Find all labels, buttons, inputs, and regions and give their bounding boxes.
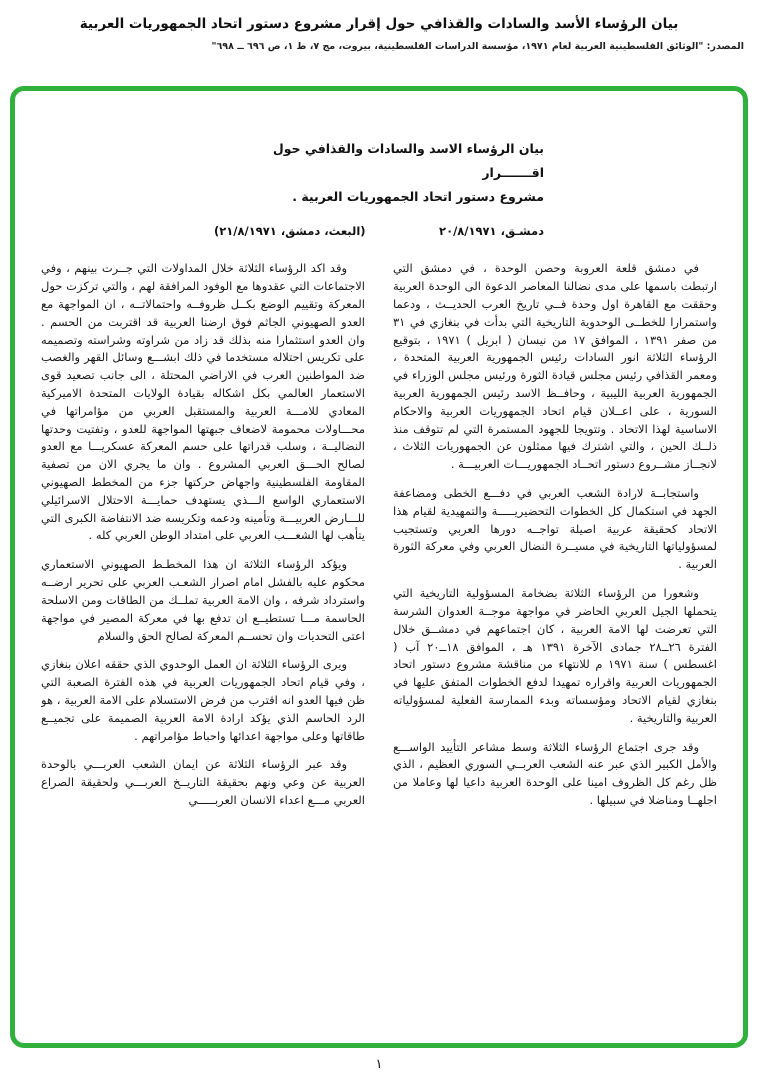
document-title-line2: مشروع دستور اتحاد الجمهوريات العربية .: [292, 188, 544, 204]
text-column-right: [393, 260, 717, 1042]
document-title: [214, 137, 544, 208]
source-citation: المصدر: "الوثائق الفلسطينية العربية لعام ١٩٧١، مؤسسة الدراسات الفلسطينية، بيروت، مج ٧، ط ١، ص ٦٩٦ ــ ٦٩٨": [211, 41, 744, 52]
paragraph: ويؤكد الرؤساء الثلاثة ان هذا المخطـط الصهيوني الاستعماري محكوم عليه بالفشل امام اصرار الشعـب العربي على تحرير ارضــه واسترداد شرفه ، وان الامة العربية تملــك من الطاقات ومن الاسلحة الحاسمة مـــا تستطيــع ان تدفع بها في معركة المصير في مواجهة اعتى التحديات وان تحســم المعركة لصالح الحق والسلام: [41, 557, 365, 643]
document-header-title: بيان الرؤساء الأسد والسادات والقذافي حول إقرار مشروع دستور اتحاد الجمهوريات العربية: [79, 16, 679, 32]
dateline-publication: (البعث، دمشق، ٢١/٨/١٩٧١): [214, 224, 366, 239]
text-column-left: [41, 260, 365, 1042]
paragraph: ويرى الرؤساء الثلاثة ان العمل الوحدوي الذي حققه اعلان بنغازي ، وفي قيام اتحاد الجمهوريات العربية في هذه الفترة الصعبة التي ظن فيها العدو انه اقترب من فرض الاستسلام على الامة العربية ، هو الرد الحاسم الذي يؤكد ارادة الامة العربية الصميمة على تجميــع طاقاتها وعلى مواجهة اعدائها واحباط مؤامراتهم .: [41, 657, 365, 743]
document-frame: [10, 86, 748, 1048]
paragraph: وشعورا من الرؤساء الثلاثة بضخامة المسؤولية التاريخية التي يتحملها الجيل العربي الحاضر في مواجهة موجــة العدوان الشرسة التي تعرضت لها الامة العربية ، كان اجتماعهم في دمشــق خلال الفترة ٢٦ــ٢٨ جمادى الآخرة ١٣٩١ هـ ، الموافق ١٨ــ٢٠ آب ( اغسطس ) سنة ١٩٧١ م للانتهاء من مناقشة مشروع دستور اتحاد الجمهوريات العربية واقراره تمهيدا لدفع الخطوات المتفق عليها في بنغازي لقيام الاتحاد ومؤسساته وبدء الممارسة الفعلية لمسؤولياته العربية والتاريخية .: [393, 586, 717, 725]
paragraph: في دمشق قلعة العروبة وحصن الوحدة ، في دمشق التي ارتبطت باسمها على مدى نضالنا المعاصر الدعوة الى الوحدة العربية وحققت مع القاهرة اول وحدة فــي تاريخ العرب الحديــث ، ودعما واستمرارا للخطــى الوحدوية التاريخية التي بدأت في بنغازي في ٣١ من صفر ١٣٩١ ، الموافق ١٧ من نيسان ( ابريل ) ١٩٧١ ، بتوقيع الرؤساء الثلاثة انور السادات رئيس الجمهورية العربية المتحدة ، ومعمر القذافي رئيس مجلس قيادة الثورة ورئيس مجلس الوزراء في الجمهورية العربية الليبية ، وحافــظ الاسد رئيس الجمهورية العربية السورية ، على اعــلان قيام اتحاد الجمهوريات العربية والاحكام الاساسية لهذا الاتحاد . وتتويجا للجهود المستمرة التي لم تتوقف منذ ذلــك الحين ، والتي اشترك فيها ممثلون عن الجمهوريات الثلاث ، لانجــاز مشــروع دستور اتحــاد الجمهوريـــات العربيـــة .: [393, 261, 717, 472]
dateline: [214, 224, 544, 238]
document-title-line1: بيان الرؤساء الاسد والسادات والقذافي حول اقـــــــرار: [272, 141, 544, 180]
paragraph: واستجابــة لارادة الشعب العربي في دفـــع الخطى ومضاعفة الجهد في استكمال كل الخطوات التحضيريـــــة والتمهيدية لقيام هذا الاتحاد كحقيقة عربية اصيلة تواجــه دورها العربي وتستجيب لمسؤولياتها التاريخية في مسيــرة النضال العربي وفي معركة الثورة العربية .: [393, 486, 717, 572]
text-columns: [41, 260, 717, 1042]
dateline-place-date: دمشـق، ٢٠/٨/١٩٧١: [439, 224, 544, 239]
paragraph: وقد اكد الرؤساء الثلاثة خلال المداولات التي جــرت بينهم ، وفي الاجتماعات التي عقدوها مع الوفود المرافقة لهم ، والتي تركزت حول المعركة وتقييم الوضع بكــل ظروفــه واحتمالاتــه ، ان المواجهة مع العدو الصهيوني الجاثم فوق ارضنا العربية قد اقتربت من الحسم . وان العدو استثمارا منه بذلك قد زاد من شراوته وشراسته وتصميمه على تكريس احتلاله مستخدما في ذلك ابشـــع وسائل القهر والغصب ضد المواطنين العرب في الاراضي المحتلة ، الى جانب تصعيد قوى الاستعمار العالمي بكل اشكاله بقيادة الولايات المتحدة الاميركية المعادي للامـــة العربية والمستقبل العربي من مؤامراتها في محـــاولات محمومة لاضعاف جبهتها المواجهة للعدو ، وتفتيت وحدتها النضاليــة ، وسلب قدراتها على حسم المعركة عسكريـــا مع العدو لصالح الحـــق العربي المشروع . وان ما يجري الان من تصفية المقاومة الفلسطينية واجهاض حركتها جزء من المخطط الصهيوني الاستعماري الواسع الـــذي يستهدف حمايـــة الاحتلال الاسرائيلي للـــارض العربيـــة وتأمينه ودعمه وتكريسه ضد الانتفاضة الكبرى التي يتأهب لها الشعـــب العربي على امتداد الوطن العربي كله .: [41, 261, 365, 543]
document-header: [0, 0, 758, 32]
paragraph: وقد عبر الرؤساء الثلاثة عن ايمان الشعب العربـــي بالوحدة العربية عن وعي ونهم بحقيقة التاريــخ العربـــي ولحقيقة الصراع العربي مـــع اعداء الانسان العربـــــي: [41, 757, 365, 807]
page-number: ١: [375, 1057, 383, 1072]
paragraph: وقد جرى اجتماع الرؤساء الثلاثة وسط مشاعر التأييد الواســـع والأمل الكبير الذي عبر عنه الشعب العربــي السوري العظيم ، الذي ظل رغم كل الظروف امينا على الوحدة العربية داعيا لها وعاملا من اجلهــا ومناضلا في سبيلها .: [393, 739, 717, 807]
